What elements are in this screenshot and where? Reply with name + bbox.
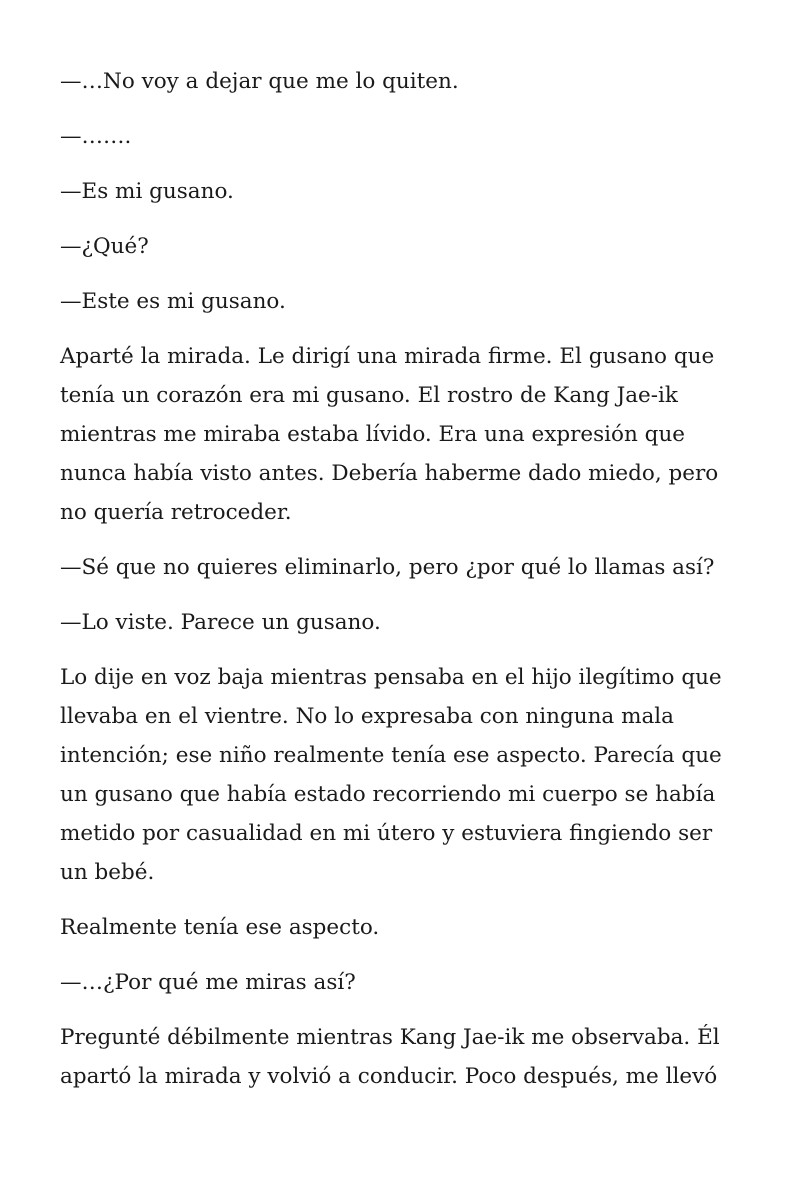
narrative-paragraph [60,908,750,947]
narrative-paragraph [60,1018,750,1096]
text-line: —Sé que no quieres eliminarlo, pero ¿por qué lo llamas así? [60,555,715,580]
text-line: mientras me miraba estaba lívido. Era una expresión que [60,422,686,447]
text-line: tenía un corazón era mi gusano. El rostro de Kang Jae-ik [60,383,678,408]
text-line: Lo dije en voz baja mientras pensaba en el hijo ilegítimo que [60,665,722,690]
dialogue-line [60,548,750,587]
text-line: —Es mi gusano. [60,179,234,204]
dialogue-line [60,963,750,1002]
narrative-paragraph [60,658,750,892]
document-page [60,62,750,1112]
dialogue-line [60,172,750,211]
text-line: no quería retroceder. [60,500,292,525]
text-line: —¿Qué? [60,234,149,259]
text-line: —……. [60,124,132,149]
text-line: nunca había visto antes. Debería haberme dado miedo, pero [60,461,719,486]
text-line: —Este es mi gusano. [60,289,286,314]
dialogue-line [60,227,750,266]
text-line: metido por casualidad en mi útero y estuviera fingiendo ser [60,821,713,846]
text-line: intención; ese niño realmente tenía ese aspecto. Parecía que [60,743,722,768]
text-line: Aparté la mirada. Le dirigí una mirada firme. El gusano que [60,344,715,369]
text-line: —…¿Por qué me miras así? [60,970,356,995]
text-line: apartó la mirada y volvió a conducir. Poco después, me llevó [60,1064,718,1089]
text-line: un gusano que había estado recorriendo mi cuerpo se había [60,782,716,807]
text-line: Pregunté débilmente mientras Kang Jae-ik me observaba. Él [60,1025,720,1050]
dialogue-line [60,62,750,101]
text-line: Realmente tenía ese aspecto. [60,915,380,940]
text-line: llevaba en el vientre. No lo expresaba con ninguna mala [60,704,674,729]
dialogue-line [60,282,750,321]
dialogue-line [60,603,750,642]
text-line: —…No voy a dejar que me lo quiten. [60,69,459,94]
text-line: un bebé. [60,860,155,885]
narrative-paragraph [60,337,750,532]
dialogue-line [60,117,750,156]
text-line: —Lo viste. Parece un gusano. [60,610,381,635]
